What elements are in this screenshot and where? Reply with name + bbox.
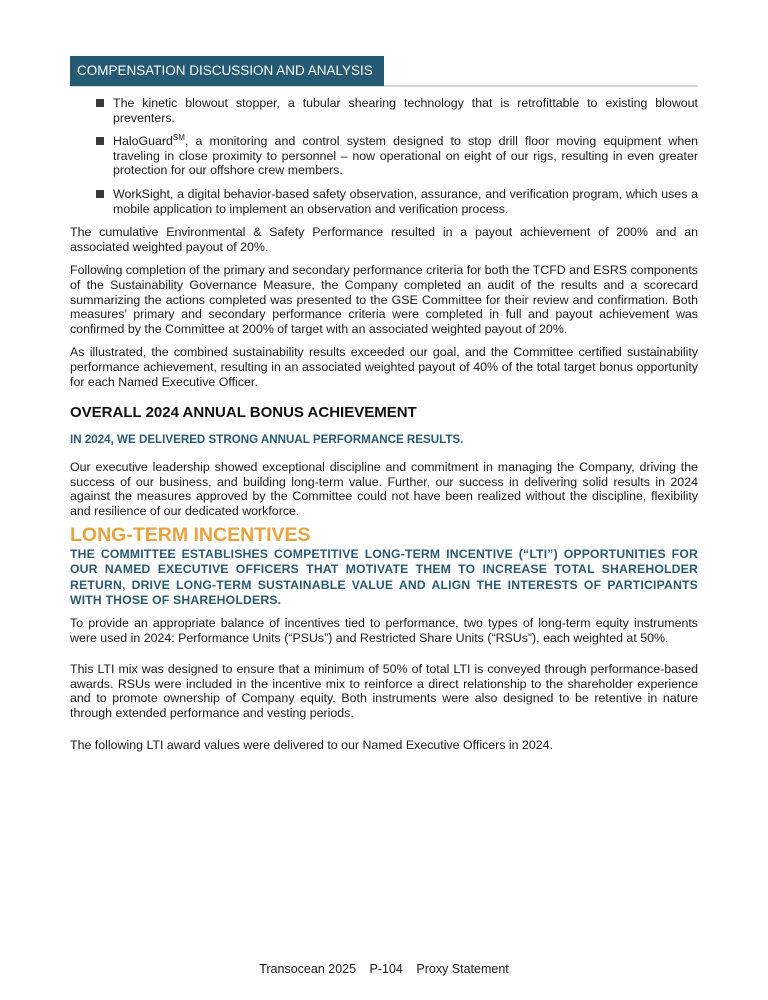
paragraph: Our executive leadership showed exceptional discipline and commitment in managing the Company, driving the success of our business, and building long-term value. Further, our success in delivering solid results in 2024 against the measures approved by the Committee could not have been realized without the discipline, flexibility and resilience of our dedicated workforce. — [70, 460, 698, 519]
paragraph: This LTI mix was designed to ensure that a minimum of 50% of total LTI is conveyed through performance-based awards. RSUs were included in the incentive mix to reinforce a direct relationship to the shareholder experience and to promote ownership of Company equity. Both instruments were also designed to be retentive in nature through extended performance and vesting periods. — [70, 662, 698, 721]
square-bullet-icon — [96, 137, 104, 145]
bullet-text: The kinetic blowout stopper, a tubular shearing technology that is retrofittable to existing blowout preventers. — [113, 96, 698, 125]
page-content — [70, 96, 698, 761]
list-item — [96, 134, 698, 178]
bullet-list — [96, 96, 698, 216]
paragraph: To provide an appropriate balance of incentives tied to performance, two types of long-term equity instruments were used in 2024: Performance Units (“PSUs”) and Restricted Share Units (“RSUs”), each weighted at 50%. — [70, 616, 698, 645]
paragraph: The cumulative Environmental & Safety Performance resulted in a payout achievement of 200% and an associated weighted payout of 20%. — [70, 225, 698, 254]
paragraph: Following completion of the primary and secondary performance criteria for both the TCFD and ESRS components of the Sustainability Governance Measure, the Company completed an audit of the results and a scorecard summarizing the actions completed was presented to the GSE Committee for their review and confirmation. Both measures’ primary and secondary performance criteria were completed in full and payout achievement was confirmed by the Committee at 200% of target with an associated weighted payout of 20%. — [70, 263, 698, 336]
lti-subheading: THE COMMITTEE ESTABLISHES COMPETITIVE LONG-TERM INCENTIVE (“LTI”) OPPORTUNITIES FOR OUR NAMED EXECUTIVE OFFICERS THAT MOTIVATE THEM TO INCREASE TOTAL SHAREHOLDER RETURN, DRIVE LONG-TERM SUSTAINABLE VALUE AND ALIGN THE INTERESTS OF PARTICIPANTS WITH THOSE OF SHAREHOLDERS. — [70, 547, 698, 607]
square-bullet-icon — [96, 190, 104, 198]
footer-company: Transocean 2025 — [259, 962, 357, 976]
service-mark: SM — [172, 133, 185, 143]
footer-document: Proxy Statement — [416, 962, 509, 976]
bonus-heading: OVERALL 2024 ANNUAL BONUS ACHIEVEMENT — [70, 404, 417, 422]
paragraph: The following LTI award values were delivered to our Named Executive Officers in 2024. — [70, 737, 554, 752]
paragraph: As illustrated, the combined sustainability results exceeded our goal, and the Committee certified sustainability performance achievement, resulting in an associated weighted payout of 40% of the total target bonus opportunity for each Named Executive Officer. — [70, 345, 698, 389]
page-number: P-104 — [369, 962, 403, 976]
lti-heading: LONG-TERM INCENTIVES — [70, 523, 311, 546]
page-footer — [0, 962, 768, 976]
section-header — [70, 56, 698, 87]
bullet-text: , a monitoring and control system designed to stop drill floor moving equipment when traveling in close proximity to personnel – now operational on eight of our rigs, resulting in even greater protection for our offshore crew members. — [113, 134, 698, 178]
product-name: HaloGuard — [113, 134, 173, 149]
square-bullet-icon — [96, 99, 104, 107]
bullet-text: WorkSight, a digital behavior-based safety observation, assurance, and verification program, which uses a mobile application to implement an observation and verification process. — [113, 186, 698, 216]
list-item — [96, 96, 698, 125]
list-item — [96, 187, 698, 216]
section-title: COMPENSATION DISCUSSION AND ANALYSIS — [70, 56, 384, 86]
bonus-subheading: IN 2024, WE DELIVERED STRONG ANNUAL PERFORMANCE RESULTS. — [70, 432, 464, 446]
